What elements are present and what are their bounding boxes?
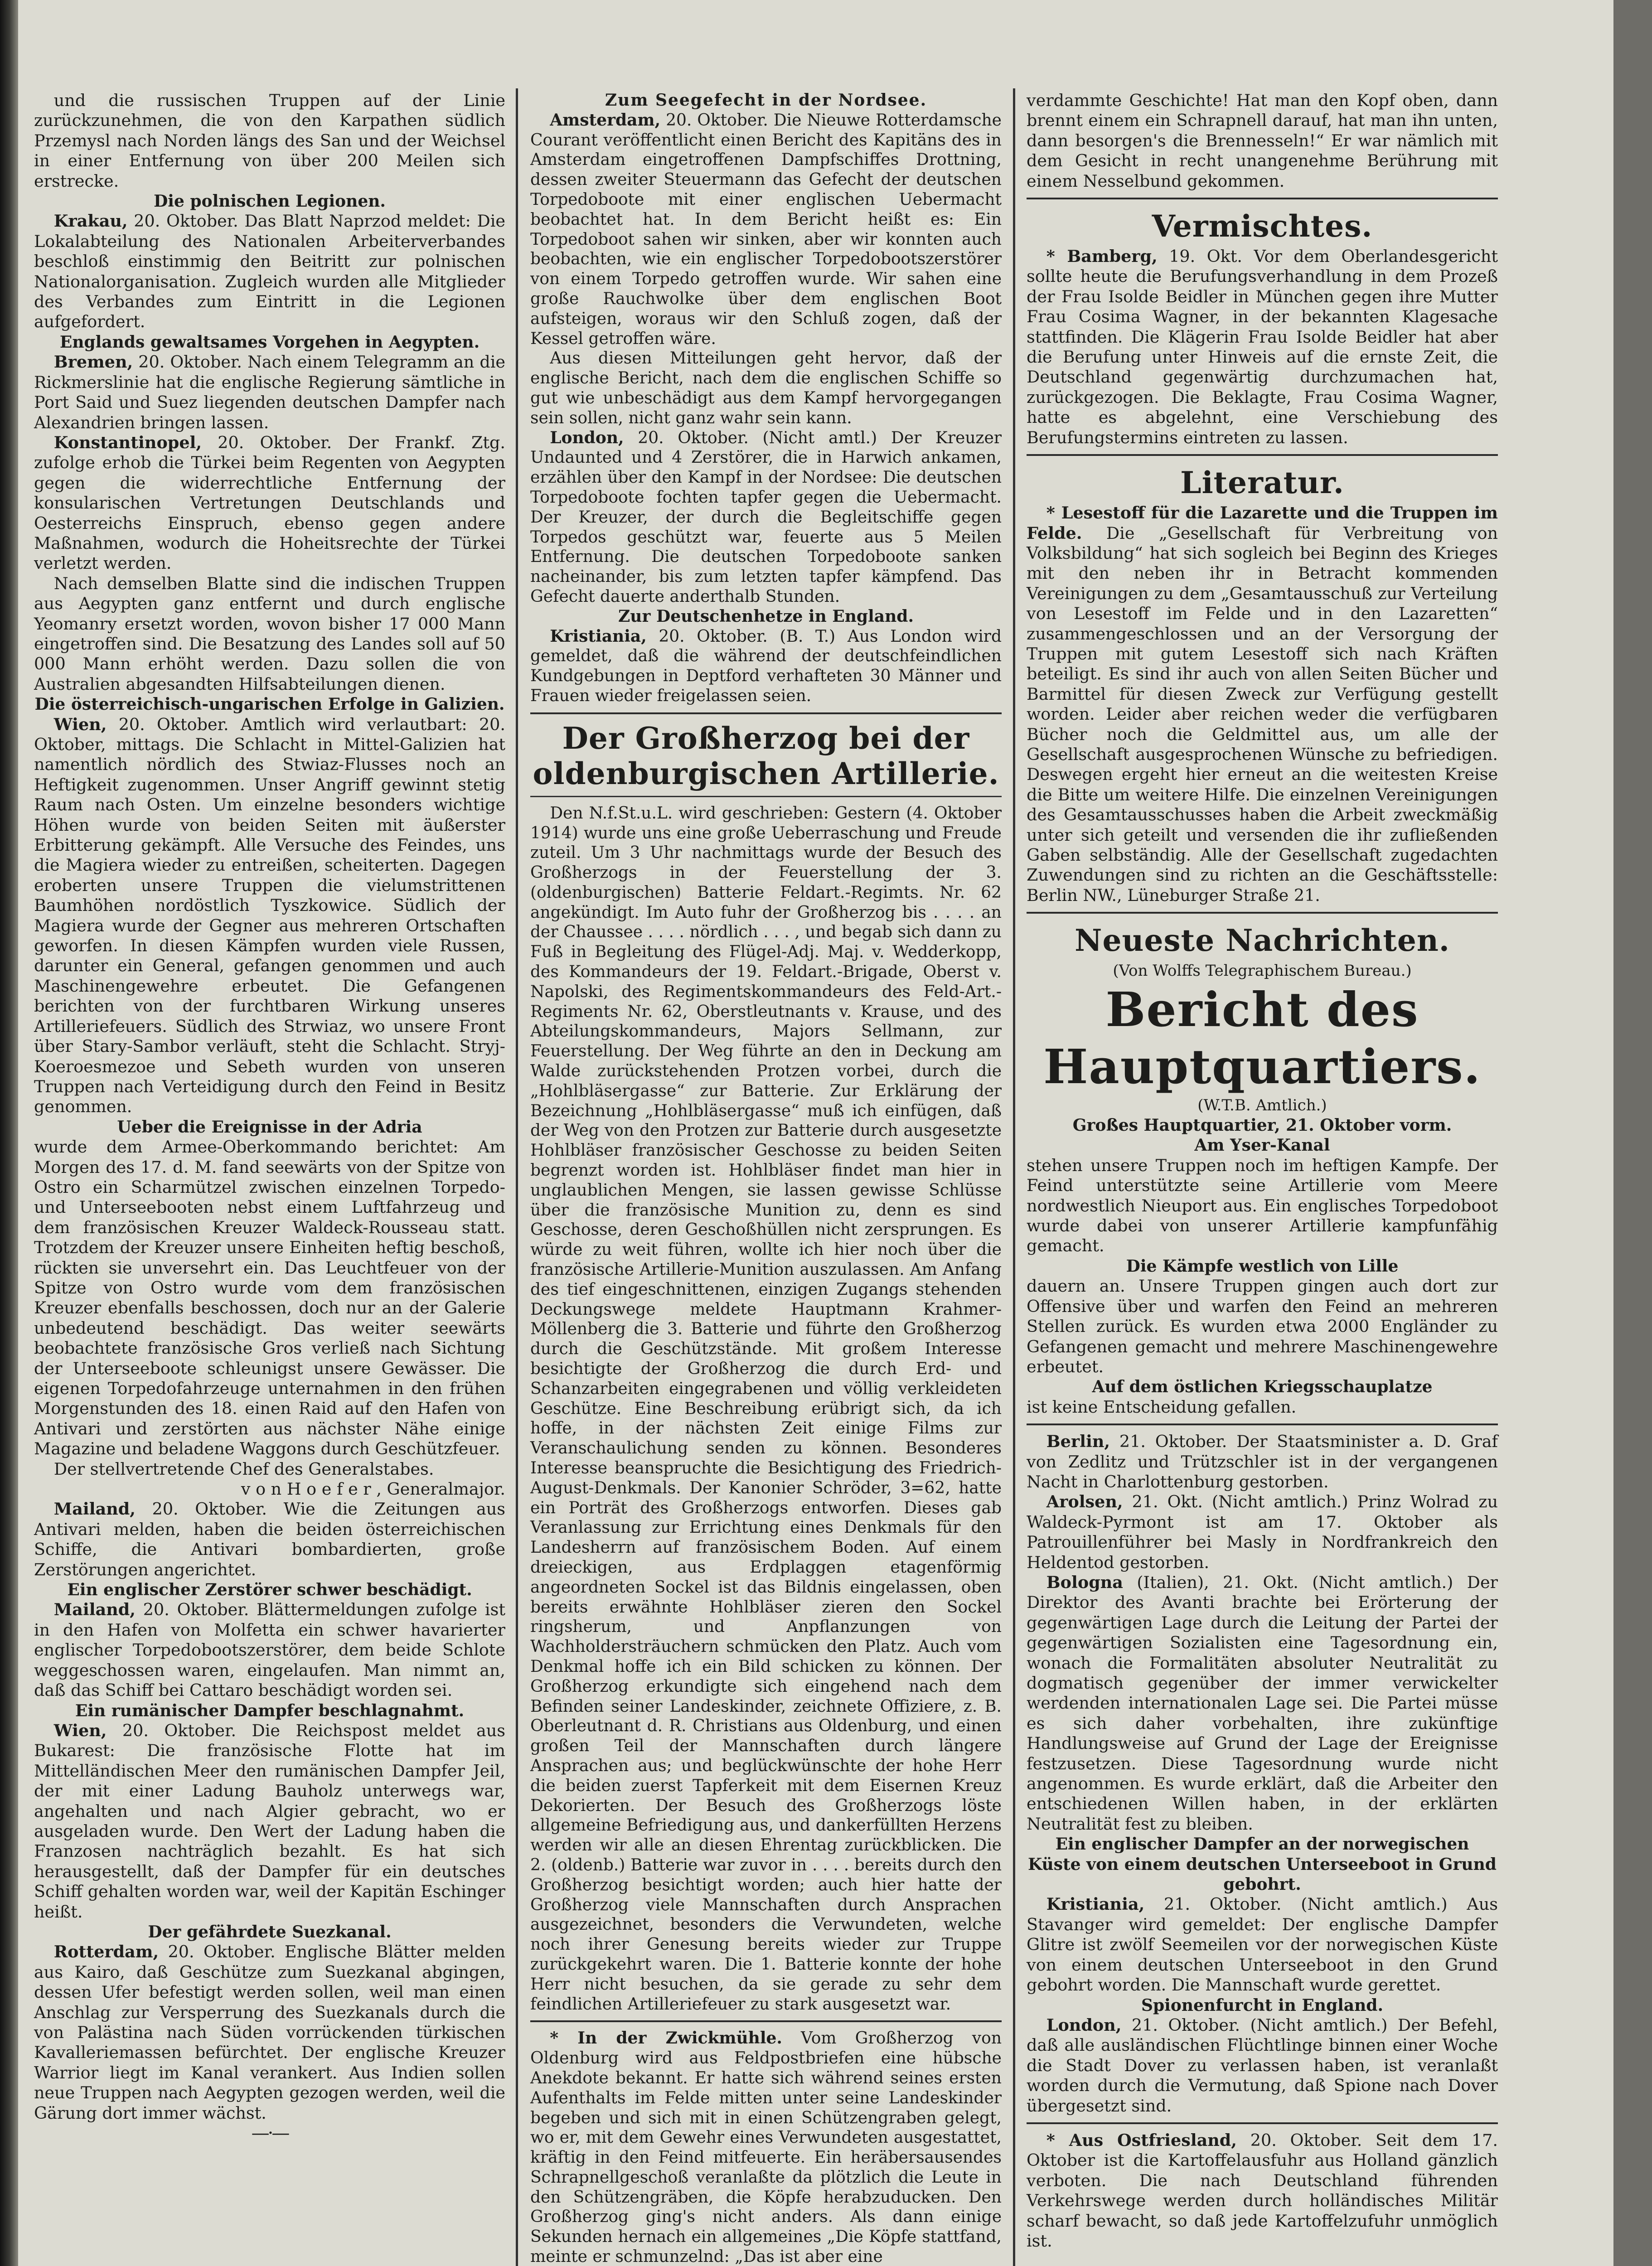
paragraph xyxy=(1027,1573,1498,1834)
divider xyxy=(530,712,1002,714)
paragraph-text: 21. Okt. (Nicht amtlich.) Prinz Wolrad zu Waldeck-Pyrmont ist am 17. Oktober als Patrouillenführer bei Masly in Nordfrankreich den Heldentod gestorben. xyxy=(1027,1492,1498,1572)
dateline: London, xyxy=(550,428,624,447)
paragraph xyxy=(34,211,505,332)
paragraph xyxy=(530,111,1002,349)
newspaper-page xyxy=(18,0,1613,2266)
section-heading: Spionenfurcht in England. xyxy=(1141,1995,1384,2015)
section-heading: Zum Seegefecht in der Nordsee. xyxy=(605,91,927,110)
section-heading: Ueber die Ereignisse in der Adria xyxy=(117,1117,422,1137)
paragraph-text: 20. Oktober. (Nicht amtl.) Der Kreuzer Undaunted und 4 Zerstörer, die in Harwich ankamen, erzählen über den Kampf in der Nordsee: Die deutschen Torpedoboote fochten tapfer gegen die Uebermacht. Der Kreuzer, der durch die Begleitschiffe gegen Torpedos geschützt war, feuerte aus 5 Meilen Entfernung. Die deutschen Torpedoboote sanken nacheinander, bis zum letzten tapfer kämpfend. Das Gefecht dauerte anderthalb Stunden. xyxy=(530,428,1002,606)
section-heading: Großes Hauptquartier, 21. Oktober vorm. xyxy=(1072,1116,1452,1135)
column-middle xyxy=(530,91,1002,2266)
paragraph-text: Den N.f.St.u.L. wird geschrieben: Gestern (4. Oktober 1914) wurde uns eine große Ueberraschung und Freude zuteil. Um 3 Uhr nachmittags wurde der Besuch des Großherzogs in der Feuerstellung der 3. (oldenburgischen) Batterie Feldart.-Regimts. Nr. 62 angekündigt. Im Auto fuhr der Großherzog bis . . . . an der Chaussee . . . . nördlich . . . , und begab sich dann zu Fuß in Begleitung des Flügel-Adj. Maj. v. Wedderkopp, des Kommandeurs der 19. Feldart.-Brigade, Oberst v. Napolski, des Regimentskommandeurs des Feld-Art.-Regiments Nr. 62, Oberstleutnants v. Krause, und des Abteilungskommandeurs, Majors Sellmann, zur Feuerstellung. Der Weg führte an den in Deckung am Walde zurückstehenden Protzen vorbei, durch die „Hohlbläsergasse“ zur Batterie. Zur Erklärung der Bezeichnung „Hohlbläsergasse“ muß ich einfügen, daß der Weg von den Protzen zur Batterie durch ausgesetzte Hohlbläser französischer Geschosse zu beiden Seiten begrenzt worden ist. Hohlbläser findet man hier in unglaublichen Mengen, sie lassen gewisse Schlüsse über die französische Munition zu, denn es sind Geschosse, deren Geschoßhüllen nicht zersprungen. Es würde zu weit führen, wollte ich hier noch über die französische Artillerie-Munition auszulassen. Am Anfang des tief eingeschnittenen, einzigen Zugangs stehenden Deckungswege meldete Hauptmann Krahmer-Möllenberg die 3. Batterie und führte den Großherzog durch die Geschützstände. Mit großem Interesse besichtigte der Großherzog die durch Erd- und Schanzarbeiten eingegrabenen und völlig verkleideten Geschütze. Eine Beschreibung erübrigt sich, da ich hoffe, in der nächsten Zeit einige Films zur Veranschaulichung senden zu können. Besonderes Interesse beanspruchte die Besichtigung des Friedrich-August-Denkmals. Der Kanonier Schröder, 3=62, hatte ein Porträt des Großherzogs entworfen. Dieses gab Veranlassung zur Errichtung eines Denkmals für den Landesherrn auf französischem Boden. Auf einem dreieckigen, aus Erdplaggen etagenförmig angeordneten Sockel ist das Bildnis eingelassen, oben bereits erwähnte Hohlbläser zieren den Sockel ringsherum, und Anpflanzungen von Wachholdersträuchern schmücken den Platz. Auch vom Denkmal hoffe ich ein Bild schicken zu können. Der Großherzog erkundigte sich eingehend nach dem Befinden seiner Landeskinder, zeichnete Offiziere, z. B. Oberleutnant d. R. Christians aus Oldenburg, und einen großen Teil der Mannschaften durch längere Ansprachen aus; und beglückwünschte der hohe Herr die beiden zuerst Tapferkeit mit dem Eisernen Kreuz Dekorierten. Der Besuch des Großherzogs löste allgemeine Befriedigung aus, und dankerfüllten Herzens werden wir alle an diesen Ehrentag zurückblicken. Die 2. (oldenb.) Batterie war zuvor in . . . . bereits durch den Großherzog besichtigt worden; auch hier hatte der Großherzog viele Mannschaften durch Ansprachen ausgezeichnet, besonders die Verwundeten, welche noch ihrer Genesung bereits wieder zur Truppe zurückgekehrt waren. Die 1. Batterie konnte der hohe Herr nicht besuchen, da sie gerade zu sehr dem feindlichen Artilleriefeuer zu stark ausgesetzt war. xyxy=(530,804,1002,2014)
paragraph xyxy=(530,804,1002,2014)
section-title: Vermischtes. xyxy=(1152,208,1373,244)
paragraph xyxy=(530,349,1002,428)
paragraph xyxy=(1027,1894,1498,1995)
paragraph xyxy=(1027,1492,1498,1573)
section-heading: Ein englischer Zerstörer schwer beschädigt. xyxy=(67,1580,472,1600)
paragraph-text: 20. Oktober. Das Blatt Naprzod meldet: Die Lokalabteilung des Nationalen Arbeiterverbandes beschloß einstimmig den Beitritt zur polnischen Nationalorganisation. Zugleich wurden alle Mitglieder des Verbandes zum Eintritt in die Legionen aufgefordert. xyxy=(34,211,505,332)
headline: Bericht des Hauptquartiers. xyxy=(1043,981,1481,1094)
dateline: Wien, xyxy=(53,1720,107,1740)
dateline: Bremen, xyxy=(53,352,133,372)
column-rule xyxy=(516,88,518,2266)
paragraph-text: 20. Oktober. Der Frankf. Ztg. zufolge erhob die Türkei beim Regenten von Aegypten gegen die widerrechtliche Entfernung der konsularischen Vertretungen Deutschlands und Oesterreichs Einspruch, ebenso gegen andere Maßnahmen, wodurch die Hoheitsrechte der Türkei verletzt werden. xyxy=(34,432,505,573)
paragraph-text: Die „Gesellschaft für Verbreitung von Volksbildung“ hat sich sogleich bei Beginn des Krieges mit den neben ihr in Betracht kommenden Vereinigungen zu dem „Gesamtausschuß zur Verteilung von Lesestoff im Felde und in den Lazaretten“ zusammengeschlossen und an der Versorgung der Truppen mit gutem Lesestoff sich nach Kräften beteiligt. Es sind ihr auch von allen Seiten Bücher und Barmittel für diesen Zweck zur Verfügung gestellt worden. Leider aber reichen weder die verfügbaren Bücher noch die Geldmittel aus, um alle der Gesellschaft ausgesprochenen Wünsche zu befriedigen. Deswegen ergeht hier erneut an die weitesten Kreise die Bitte um weitere Hilfe. Die einzelnen Vereinigungen des Gesamtausschusses haben die Arbeit zweckmäßig unter sich geteilt und versenden die ihr zufließenden Gaben selbständig. Alle der Gesellschaft zugedachten Zuwendungen sind zu richten an die Geschäftsstelle: Berlin NW., Lüneburger Straße 21. xyxy=(1027,523,1498,905)
dateline: * In der Zwickmühle. xyxy=(550,2029,782,2048)
paragraph xyxy=(1027,1432,1498,1492)
section-heading: Auf dem östlichen Kriegsschauplatze xyxy=(1092,1377,1433,1397)
dateline: Arolsen, xyxy=(1046,1492,1123,1512)
paragraph xyxy=(530,428,1002,607)
article-headline: Der Großherzog bei der oldenburgischen Artillerie. xyxy=(533,720,999,791)
paragraph xyxy=(34,1942,505,2123)
paragraph xyxy=(1027,2130,1498,2251)
signature: v o n H o e f e r , Generalmajor. xyxy=(241,1479,505,1499)
paragraph xyxy=(530,627,1002,706)
dateline: London, xyxy=(1046,2015,1122,2035)
paragraph xyxy=(34,1600,505,1700)
paragraph-text: 20. Oktober. Nach einem Telegramm an die Rickmerslinie hat die englische Regierung sämtliche in Port Said und Suez liegenden deutschen Dampfer nach Alexandrien bringen lassen. xyxy=(34,352,505,432)
dateline: * Bamberg, xyxy=(1046,247,1158,266)
paragraph-text: Nach demselben Blatte sind die indischen Truppen aus Aegypten ganz entfernt und durch englische Yeomanry ersetzt worden, wovon bisher 17 000 Mann eingetroffen sind. Die Besatzung des Landes soll auf 50 000 Mann erhöht werden. Dazu sollen die von Australien abgesandten Hilfsabteilungen dienen. xyxy=(34,573,505,694)
paragraph xyxy=(34,1137,505,1459)
section-title: Neueste Nachrichten. xyxy=(1075,923,1450,959)
dateline: * Aus Ostfriesland, xyxy=(1046,2130,1237,2150)
divider xyxy=(1027,912,1498,914)
section-heading: Die österreichisch-ungarischen Erfolge in Galizien. xyxy=(34,695,505,714)
paragraph-text: 20. Oktober. Seit dem 17. Oktober ist die Kartoffelausfuhr aus Holland gänzlich verboten. Die nach Deutschland führenden Verkehrswege werden durch holländisches Militär scharf bewacht, so daß jede Kartoffelzufuhr unmöglich ist. xyxy=(1027,2130,1498,2251)
dateline: Wien, xyxy=(53,714,107,734)
paragraph xyxy=(530,2029,1002,2266)
paragraph-text: 20. Oktober. Die Nieuwe Rotterdamsche Courant veröffentlicht einen Bericht des Kapitäns des in Amsterdam eingetroffenen Dampfschiffes Drottning, dessen zweiter Steuermann das Gefecht der deutschen Torpedoboote mit einer englischen Uebermacht beobachtet hat. In dem Bericht heißt es: Ein Torpedoboot sahen wir sinken, aber wir konnten auch beobachten, wie ein englischer Torpedobootszerstörer von einem Torpedo getroffen wurde. Wir sahen eine große Rauchwolke über dem englischen Boot aufsteigen, woraus wir den Schluß zogen, daß der Kessel getroffen wäre. xyxy=(530,111,1002,348)
paragraph xyxy=(1027,1276,1498,1377)
paragraph xyxy=(34,1459,505,1479)
paragraph xyxy=(34,574,505,694)
paragraph xyxy=(1027,91,1498,191)
dateline: Amsterdam, xyxy=(550,110,661,130)
section-heading: Der gefährdete Suezkanal. xyxy=(148,1922,392,1942)
section-title: Literatur. xyxy=(1180,465,1344,501)
dateline: * Lesestoff für die Lazarette und die Truppen im Felde. xyxy=(1027,503,1498,543)
paragraph xyxy=(1027,1397,1498,1417)
dateline: Berlin, xyxy=(1046,1432,1110,1452)
paragraph xyxy=(34,1499,505,1580)
divider xyxy=(1027,198,1498,199)
paragraph-text: Aus diesen Mitteilungen geht hervor, daß der englische Bericht, nach dem die englischen Schiffe so gut wie unbeschädigt aus dem Kampf hervorgegangen sein sollen, nicht ganz wahr sein kann. xyxy=(530,349,1002,427)
paragraph xyxy=(34,433,505,574)
paragraph-text: 20. Oktober. (B. T.) Aus London wird gemeldet, daß die während der deutschfeindlichen Kundgebungen in Deptford verhafteten 30 Männer und Frauen wieder freigelassen seien. xyxy=(530,627,1002,705)
section-heading: Englands gewaltsames Vorgehen in Aegypten. xyxy=(59,332,480,352)
paragraph-text: 20. Oktober. Wie die Zeitungen aus Antivari melden, haben die beiden österreichischen Schiffe, die Antivari bombardierten, große Zerstörungen angerichtet. xyxy=(34,1499,505,1579)
paragraph-text: 19. Okt. Vor dem Oberlandesgericht sollte heute die Berufungsverhandlung in dem Prozeß der Frau Isolde Beidler in München gegen ihre Mutter Frau Cosima Wagner, in der bekannten Klagesache stattfinden. Die Klägerin Frau Isolde Beidler hat aber die Berufung unter Hinweis auf die ernste Zeit, die Deutschland gegenwärtig durchzumachen hat, zurückgezogen. Die Beklagte, Frau Cosima Wagner, hatte es abgelehnt, eine Verschiebung des Berufungstermins eintreten zu lassen. xyxy=(1027,247,1498,447)
subheading: (W.T.B. Amtlich.) xyxy=(1197,1096,1327,1114)
dateline: Mailand, xyxy=(53,1499,136,1519)
section-heading: Die polnischen Legionen. xyxy=(154,192,386,211)
dateline: Mailand, xyxy=(53,1600,136,1620)
paragraph-text: 20. Oktober. Englische Blätter melden aus Kairo, daß Geschütze zum Suezkanal abgingen, dessen Ufer befestigt werden sollen, weil man einen Anschlag zur Versperrung des Suezkanals durch die von Palästina nach Süden vorrückenden türkischen Kavalleriemassen befürchtet. Der englische Kreuzer Warrior liegt im Kanal verankert. Aus Indien sollen neue Truppen nach Aegypten gezogen werden, weil die Gärung dort immer wächst. xyxy=(34,1942,505,2123)
paragraph-text: verdammte Geschichte! Hat man den Kopf oben, dann brennt einem ein Schrapnell darauf, hat man ihn unten, dann besorgen's die Brennesseln!“ Er war nämlich mit dem Gesicht in recht unangenehme Berührung mit einem Nesselbund gekommen. xyxy=(1027,91,1498,191)
dateline: Bologna xyxy=(1046,1572,1123,1592)
paragraph-text: ist keine Entscheidung gefallen. xyxy=(1027,1397,1297,1417)
column-left xyxy=(34,91,505,2143)
paragraph xyxy=(1027,247,1498,448)
paragraph-text: 20. Oktober. Die Reichspost meldet aus Bukarest: Die französische Flotte hat im Mittelländischen Meer den rumänischen Dampfer Jeil, der mit einer Ladung Bauholz unterwegs war, angehalten und nach Algier gebracht, wo er ausgeladen wurde. Den Wert der Ladung haben die Franzosen nachträglich bezahlt. Es hat sich herausgestellt, daß der Dampfer für ein deutsches Schiff gehalten worden war, weil der Kapitän Eschinger heißt. xyxy=(34,1720,505,1922)
paragraph xyxy=(1027,503,1498,905)
column-right xyxy=(1027,91,1498,2251)
divider xyxy=(1027,454,1498,456)
section-heading: Die Kämpfe westlich von Lille xyxy=(1126,1256,1399,1276)
divider xyxy=(530,796,1002,797)
dateline: Rotterdam, xyxy=(53,1942,159,1962)
dateline: Kristiania, xyxy=(1046,1894,1145,1914)
paragraph-text: Der stellvertretende Chef des Generalstabes. xyxy=(53,1459,434,1479)
paragraph xyxy=(1027,1156,1498,1256)
column-rule xyxy=(1013,88,1015,2266)
section-heading: Ein englischer Dampfer an der norwegischen Küste von einem deutschen Unterseeboot in Grund gebohrt. xyxy=(1028,1835,1497,1894)
paragraph-text: dauern an. Unsere Truppen gingen auch dort zur Offensive über und warfen den Feind an mehreren Stellen zurück. Es wurden etwa 2000 Engländer zu Gefangenen gemacht und mehrere Maschinengewehre erbeutet. xyxy=(1027,1276,1498,1376)
paragraph-text: wurde dem Armee-Oberkommando berichtet: Am Morgen des 17. d. M. fand seewärts von der Spitze von Ostro ein Scharmützel zwischen einzelnen Torpedo- und Unterseebooten nebst einem Luftfahrzeug und dem französischen Kreuzer Waldeck-Rousseau statt. Trotzdem der Kreuzer unsere Einheiten heftig beschoß, rückten sie unversehrt ein. Das Leuchtfeuer von der Spitze von Ostro wurde vom dem französischen Kreuzer ebenfalls beschossen, doch nur an der Galerie unbedeutend beschädigt. Das weiter seewärts beobachtete französische Gros verließ nach Sichtung der Unterseeboote schleunigst unsere Gewässer. Die eigenen Torpedofahrzeuge unternahmen in den frühen Morgenstunden des 18. einen Raid auf den Hafen von Antivari und zerstörten aus nächster Nähe einige Magazine und beladene Waggons durch Geschützfeuer. xyxy=(34,1137,505,1459)
end-ornament: —·— xyxy=(251,2123,288,2144)
paragraph-text: 21. Oktober. Der Staatsminister a. D. Graf von Zedlitz und Trützschler ist in der vergangenen Nacht in Charlottenburg gestorben. xyxy=(1027,1432,1498,1491)
divider xyxy=(1027,2122,1498,2124)
section-heading: Am Yser-Kanal xyxy=(1194,1136,1330,1155)
paragraph-text: 20. Oktober. Blättermeldungen zufolge ist in den Hafen von Molfetta ein schwer havarierter englischer Torpedobootszerstörer, dem beide Schlote weggeschossen waren, eingelaufen. Man nimmt an, daß das Schiff bei Cattaro beschädigt worden sei. xyxy=(34,1600,505,1700)
paragraph-text: und die russischen Truppen auf der Linie zurückzunehmen, die von den Karpathen südlich Przemysl nach Norden längs des San und der Weichsel in einer Entfernung von über 200 Meilen sich erstrecke. xyxy=(34,91,505,191)
dateline: Konstantinopel, xyxy=(53,432,202,452)
divider xyxy=(1027,1424,1498,1425)
paragraph xyxy=(34,91,505,191)
paragraph-text: stehen unsere Truppen noch im heftigen Kampfe. Der Feind unterstützte seine Artillerie vom Meere nordwestlich Nieuport aus. Ein englisches Torpedoboot wurde dabei von unserer Artillerie kampfunfähig gemacht. xyxy=(1027,1155,1498,1256)
paragraph xyxy=(34,352,505,433)
paragraph xyxy=(34,1721,505,1922)
paragraph-text: 20. Oktober. Amtlich wird verlautbart: 20. Oktober, mittags. Die Schlacht in Mittel-Galizien hat namentlich nördlich des Stwiaz-Flusses noch an Heftigkeit zugenommen. Unser Angriff gewinnt stetig Raum nach Osten. Um einzelne besonders wichtige Höhen wurde von beiden Seiten mit äußerster Erbitterung gekämpft. Alle Versuche des Feindes, uns die Magiera wieder zu entreißen, scheiterten. Dagegen eroberten unsere Truppen die vielumstrittenen Baumhöhen nordöstlich Tyszkowice. Südlich der Magiera wurde der Gegner aus mehreren Ortschaften geworfen. In diesen Kämpfen wurden viele Russen, darunter ein General, gefangen genommen und auch Maschinengewehre erbeutet. Die Gefangenen berichten von der furchtbaren Wirkung unseres Artilleriefeuers. Südlich des Strwiaz, wo unsere Front über Stary-Sambor verläuft, steht die Schlacht. Stryj-Koeroesmezoe und Sebeth wurden von unseren Truppen nach Verteidigung durch den Feind in Besitz genommen. xyxy=(34,714,505,1117)
section-heading: Zur Deutschenhetze in England. xyxy=(618,606,914,626)
section-heading: Ein rumänischer Dampfer beschlagnahmt. xyxy=(75,1701,465,1720)
paragraph xyxy=(1027,2015,1498,2116)
paragraph-text: 21. Oktober. (Nicht amtlich.) Der Befehl, daß alle ausländischen Flüchtlinge binnen einer Woche die Stadt Dover zu verlassen haben, ist veranlaßt worden durch die Vermutung, daß Spione nach Dover übergesetzt sind. xyxy=(1027,2015,1498,2116)
paragraph-text: Vom Großherzog von Oldenburg wird aus Feldpostbriefen eine hübsche Anekdote bekannt. Er hatte sich während seines ersten Aufenthalts im Felde mitten unter seine Landeskinder begeben und sich mit in einen Schützengraben gelegt, wo er, mit dem Gewehr eines Verwundeten ausgestattet, kräftig in den Feind mitfeuerte. Ein heräbersausendes Schrapnellgeschoß veranlaßte da plötzlich die Leute in den Schützengräben, die Köpfe herabzuducken. Den Großherzog ging's nicht anders. Als dann einige Sekunden hernach ein allgemeines „Die Köpfe stattfand, meinte er schmunzelnd: „Das ist aber eine xyxy=(530,2029,1002,2266)
paragraph xyxy=(34,715,505,1117)
paragraph-text: 21. Oktober. (Nicht amtlich.) Aus Stavanger wird gemeldet: Der englische Dampfer Glitre ist zwölf Seemeilen vor der norwegischen Küste von einem deutschen Unterseeboot in den Grund gebohrt worden. Die Mannschaft wurde gerettet. xyxy=(1027,1894,1498,1995)
paragraph-text: (Italien), 21. Okt. (Nicht amtlich.) Der Direktor des Avanti brachte bei Erörterung der gegenwärtigen Lage durch die Leitung der Partei der gegenwärtigen Sozialisten eine Tagesordnung ein, wonach die Formalitäten absoluter Neutralität zu dogmatisch gegenüber der immer verwickelter werdenden internationalen Lage sei. Die Partei müsse es sich daher vorbehalten, ihre zukünftige Handlungsweise auf Grund der Lage der Ereignisse festzusetzen. Diese Tagesordnung wurde nicht angenommen. Es wurde erklärt, daß die Arbeiter den entschiedenen Willen haben, in der erklärten Neutralität fest zu bleiben. xyxy=(1027,1572,1498,1834)
dateline: Krakau, xyxy=(53,211,128,231)
subheading: (Von Wolffs Telegraphischem Bureau.) xyxy=(1113,962,1412,980)
divider xyxy=(530,2020,1002,2022)
dateline: Kristiania, xyxy=(550,626,647,646)
